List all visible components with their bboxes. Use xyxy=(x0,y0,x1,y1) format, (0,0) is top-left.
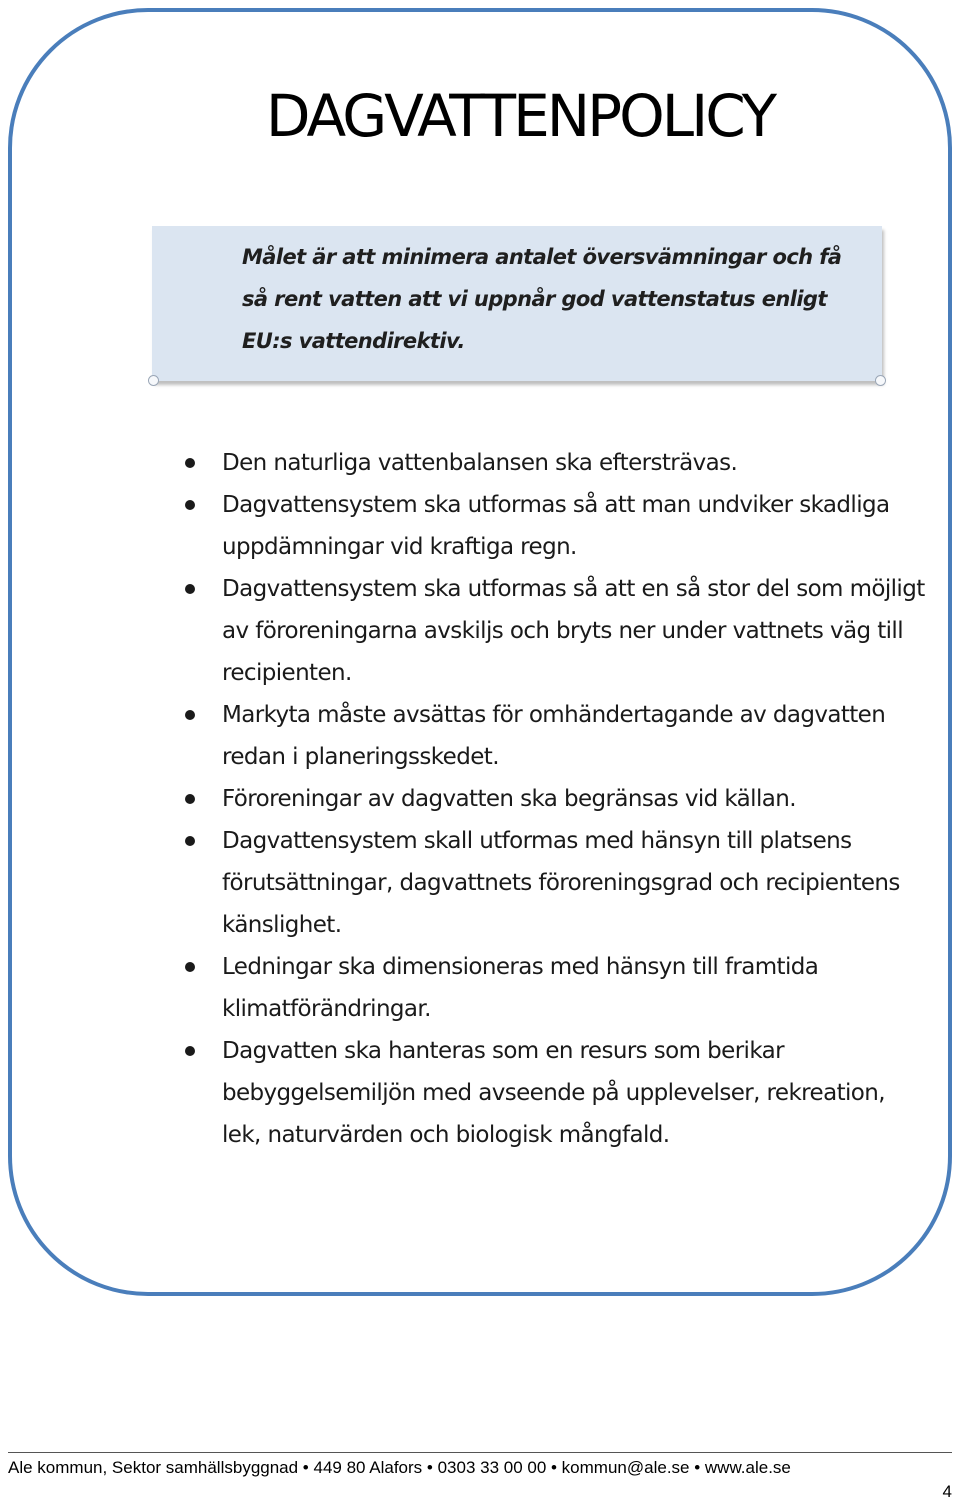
footer-divider xyxy=(8,1452,952,1453)
list-item-text: Dagvattensystem ska utformas så att en så stor del som möjligt av föroreningarna avskiljs och bryts ner under vattnets väg till recipienten. xyxy=(222,576,925,686)
list-item xyxy=(185,1030,925,1156)
bullet-icon xyxy=(185,794,195,804)
page-title: DAGVATTENPOLICY xyxy=(265,82,775,150)
list-item-text: Dagvattensystem skall utformas med hänsyn till platsens förutsättningar, dagvattnets föroreningsgrad och recipientens känslighet. xyxy=(222,828,900,938)
bullet-icon xyxy=(185,962,195,972)
callout-curl-right-icon xyxy=(875,375,886,386)
list-item xyxy=(185,778,925,820)
bullet-icon xyxy=(185,458,195,468)
footer-contact: Ale kommun, Sektor samhällsbyggnad • 449 80 Alafors • 0303 33 00 00 • kommun@ale.se • www.ale.se xyxy=(8,1458,791,1477)
list-item xyxy=(185,820,925,946)
callout-curl-left-icon xyxy=(148,375,159,386)
list-item xyxy=(185,442,925,484)
list-item xyxy=(185,484,925,568)
list-item xyxy=(185,946,925,1030)
goal-callout xyxy=(152,226,882,381)
list-item-text: Föroreningar av dagvatten ska begränsas vid källan. xyxy=(222,786,796,812)
bullet-icon xyxy=(185,710,195,720)
list-item xyxy=(185,568,925,694)
bullet-icon xyxy=(185,1046,195,1056)
goal-callout-text: Målet är att minimera antalet översvämningar och få så rent vatten att vi uppnår god vattenstatus enligt EU:s vattendirektiv. xyxy=(242,245,842,353)
policy-list xyxy=(185,442,925,1156)
list-item-text: Den naturliga vattenbalansen ska eftersträvas. xyxy=(222,450,738,476)
list-item xyxy=(185,694,925,778)
list-item-text: Markyta måste avsättas för omhändertagande av dagvatten redan i planeringsskedet. xyxy=(222,702,886,770)
list-item-text: Dagvattensystem ska utformas så att man undviker skadliga uppdämningar vid kraftiga regn. xyxy=(222,492,890,560)
bullet-icon xyxy=(185,584,195,594)
page-number: 4 xyxy=(942,1482,952,1501)
bullet-icon xyxy=(185,836,195,846)
list-item-text: Ledningar ska dimensioneras med hänsyn till framtida klimatförändringar. xyxy=(222,954,819,1022)
list-item-text: Dagvatten ska hanteras som en resurs som berikar bebyggelsemiljön med avseende på upplevelser, rekreation, lek, naturvärden och biologisk mångfald. xyxy=(222,1038,885,1148)
bullet-icon xyxy=(185,500,195,510)
